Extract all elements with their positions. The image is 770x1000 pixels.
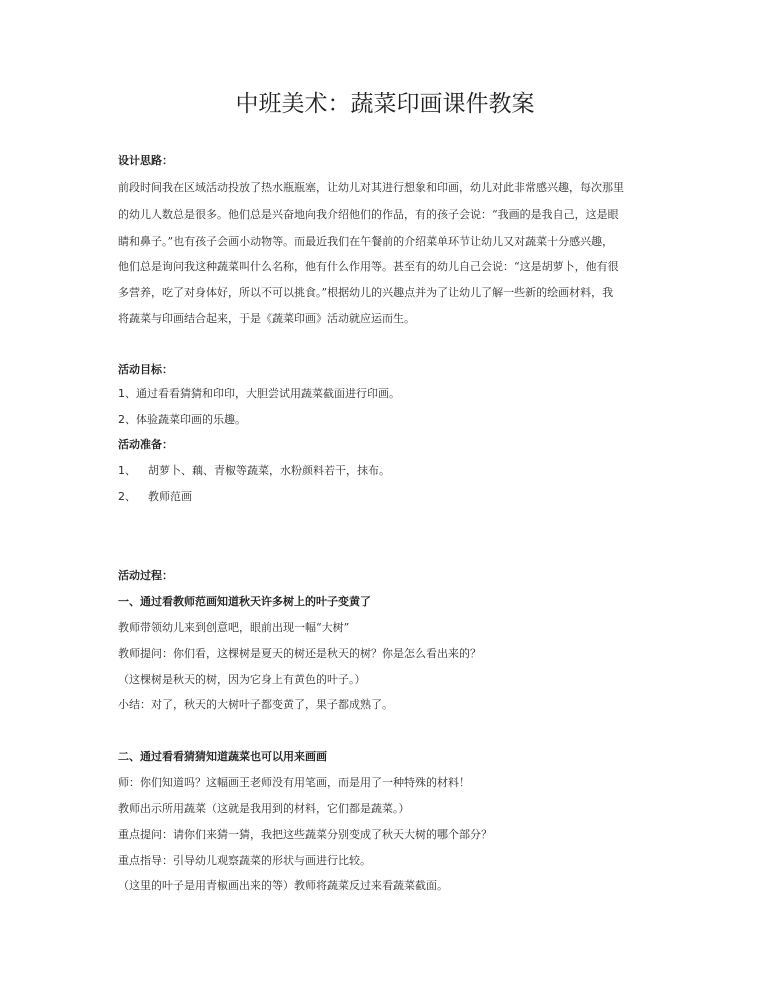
process-line: 重点指导：引导幼儿观察蔬菜的形状与画进行比较。 xyxy=(118,854,371,867)
goal-number: 2、 xyxy=(118,413,136,426)
process-line: 教师出示所用蔬菜（这就是我用到的材料，它们都是蔬菜。） xyxy=(118,802,410,815)
process-part1-heading: 一、通过看教师范画知道秋天许多树上的叶子变黄了 xyxy=(118,595,371,608)
prep-item xyxy=(118,463,390,479)
prep-heading: 活动准备： xyxy=(118,438,173,451)
design-line: 他们总是询问我这种蔬菜叫什么名称，他有什么作用等。甚至有的幼儿自己会说：“这是胡萝卜，他有很 xyxy=(118,260,619,273)
document-title: 中班美术：蔬菜印画课件教案 xyxy=(235,91,535,117)
process-line: 师：你们知道吗？这幅画王老师没有用笔画，而是用了一种特殊的材料！ xyxy=(118,776,470,789)
process-line: （这棵树是秋天的树，因为它身上有黄色的叶子。） xyxy=(118,673,366,686)
design-line: 将蔬菜与印画结合起来，于是《蔬菜印画》活动就应运而生。 xyxy=(118,312,415,325)
design-line: 睛和鼻子。”也有孩子会画小动物等。而最近我们在午餐前的介绍菜单环节让幼儿又对蔬菜十分感兴趣， xyxy=(118,235,614,248)
goal-text: 通过看看猜猜和印印，大胆尝试用蔬菜截面进行印画。 xyxy=(136,387,400,400)
prep-item xyxy=(118,489,192,505)
design-line: 的幼儿人数总是很多。他们总是兴奋地向我介绍他们的作品，有的孩子会说：“我画的是我自己，这是眼 xyxy=(118,208,619,221)
process-line: 重点提问：请你们来猜一猜，我把这些蔬菜分别变成了秋天大树的哪个部分？ xyxy=(118,828,492,841)
process-line: 教师带领幼儿来到创意吧，眼前出现一幅“大树” xyxy=(118,621,350,634)
prep-number: 2、 xyxy=(118,490,136,503)
process-line: 小结：对了，秋天的大树叶子都变黄了，果子都成熟了。 xyxy=(118,698,393,711)
process-heading: 活动过程： xyxy=(118,569,173,582)
goal-text: 体验蔬菜印画的乐趣。 xyxy=(136,413,246,426)
design-line: 多营养，吃了对身体好，所以不可以挑食。”根据幼儿的兴趣点并为了让幼儿了解一些新的绘画材料，我 xyxy=(118,286,614,299)
prep-text: 胡萝卜、藕、青椒等蔬菜，水粉颜料若干，抹布。 xyxy=(148,464,390,477)
goal-item xyxy=(118,386,400,402)
prep-number: 1、 xyxy=(118,464,136,477)
process-line: （这里的叶子是用青椒画出来的等）教师将蔬菜反过来看蔬菜截面。 xyxy=(118,879,448,892)
prep-text: 教师范画 xyxy=(148,490,192,503)
design-line: 前段时间我在区域活动投放了热水瓶瓶塞，让幼儿对其进行想象和印画，幼儿对此非常感兴趣，每次那里 xyxy=(118,181,624,194)
process-line: 教师提问：你们看，这棵树是夏天的树还是秋天的树？你是怎么看出来的？ xyxy=(118,647,481,660)
process-part2-heading: 二、通过看看猜猜知道蔬菜也可以用来画画 xyxy=(118,750,327,763)
goal-number: 1、 xyxy=(118,387,136,400)
goals-heading: 活动目标： xyxy=(118,363,173,376)
goal-item xyxy=(118,412,246,428)
design-heading: 设计思路： xyxy=(118,154,173,167)
